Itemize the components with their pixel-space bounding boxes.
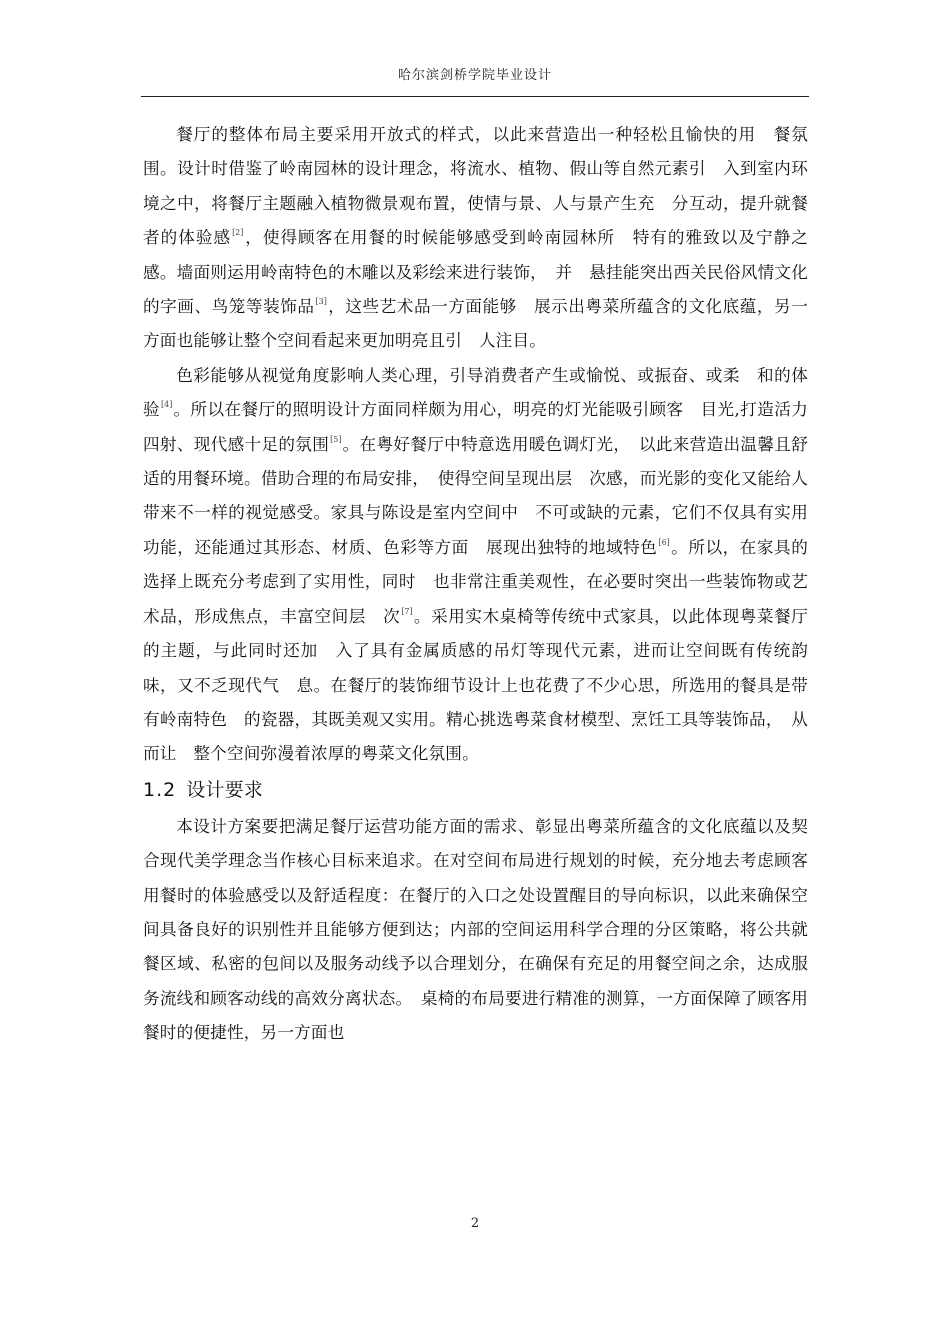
paragraph-text: 色彩能够从视觉角度影响人类心理，引导消费者产生或愉悦、或振奋、或柔 和的体验 — [143, 365, 808, 420]
page-number: 2 — [470, 1216, 480, 1231]
citation-marker: [3] — [315, 297, 327, 307]
design-description-paragraph — [143, 359, 808, 772]
paragraph-text: ，使得顾客在用餐的时候能够感受到岭南园林所 特有的雅致以及宁静之感。墙面则运用岭南特色的木雕以及彩绘来进行装饰， 并 悬挂能突出西关民俗风情文化的字画、鸟笼等装饰品 — [143, 228, 808, 317]
paragraph-text: 餐厅的整体布局主要采用开放式的样式，以此来营造出一种轻松且愉快的用 餐氛围。设计时借鉴了岭南园林的设计理念，将流水、植物、假山等自然元素引 入到室内环境之中，将餐厅主题融入植物微景观布置，使情与景、人与景产生充 分互动，提升就餐者的体验感 — [143, 125, 808, 248]
paragraph-group-design-description — [143, 118, 808, 772]
paragraph-text: 。采用实木桌椅等传统中式家具，以此体现粤菜餐厅的主题，与此同时还加 入了具有金属质感的吊灯等现代元素，进而让空间既有传统韵味，又不乏现代气 息。在餐厅的装饰细节设计上也花费了不少心思，所选用的餐具是带有岭南特色 的瓷器，其既美观又实用。精心挑选粤菜食材模型、烹饪工具等装饰品， 从而让 整个空间弥漫着浓厚的粤菜文化氛围。 — [143, 606, 808, 764]
citation-marker: [4] — [161, 400, 173, 410]
design-description-paragraph — [143, 118, 808, 359]
section-heading — [143, 774, 808, 806]
section-title: 设计要求 — [186, 778, 264, 801]
citation-marker: [6] — [658, 537, 670, 547]
section-number: 1.2 — [143, 778, 177, 801]
design-requirements-paragraph — [143, 810, 808, 1051]
citation-marker: [2] — [232, 228, 244, 238]
paragraph-text: 。所以，在家具的选择上既充分考虑到了实用性，同时 也非常注重美观性，在必要时突出一些装饰物或艺术品，形成焦点，丰富空间层 次 — [143, 537, 809, 626]
paragraph-text: ，这些艺术品一方面能够 展示出粤菜所蕴含的文化底蕴，另一方面也能够让整个空间看起来更加明亮且引 人注目。 — [143, 297, 809, 351]
paragraph-text: 。在粤好餐厅中特意选用暖色调灯光， 以此来营造出温馨且舒适的用餐环境。借助合理的布局安排， 使得空间呈现出层 次感，而光影的变化又能给人带来不一样的视觉感受。家具与陈设是室内空间中 不可或缺的元素，它们不仅具有实用功能，还能通过其形态、材质、色彩等方面 展现出独特的地域特色 — [143, 434, 808, 557]
header-divider — [141, 96, 809, 97]
paragraph-text: 本设计方案要把满足餐厅运营功能方面的需求、彰显出粤菜所蕴含的文化底蕴以及契合现代美学理念当作核心目标来追求。在对空间布局进行规划的时候，充分地去考虑顾客用餐时的体验感受以及舒适程度：在餐厅的入口之处设置醒目的导向标识，以此来确保空间具备良好的识别性并且能够方便到达；内部的空间运用科学合理的分区策略，将公共就餐区域、私密的包间以及服务动线予以合理划分，在确保有充足的用餐空间之余，达成服务流线和顾客动线的高效分离状态。 桌椅的布局要进行精准的测算，一方面保障了顾客用餐时的便捷性，另一方面也 — [143, 816, 808, 1043]
paragraph-text: 。所以在餐厅的照明设计方面同样颇为用心，明亮的灯光能吸引顾客 目光,打造活力四射、现代感十足的氛围 — [143, 400, 808, 454]
citation-marker: [7] — [401, 606, 413, 616]
citation-marker: [5] — [330, 434, 342, 444]
paragraph-group-design-requirements — [143, 810, 808, 1051]
page-header-title: 哈尔滨剑桥学院毕业设计 — [397, 68, 552, 83]
body-text — [143, 118, 808, 1051]
